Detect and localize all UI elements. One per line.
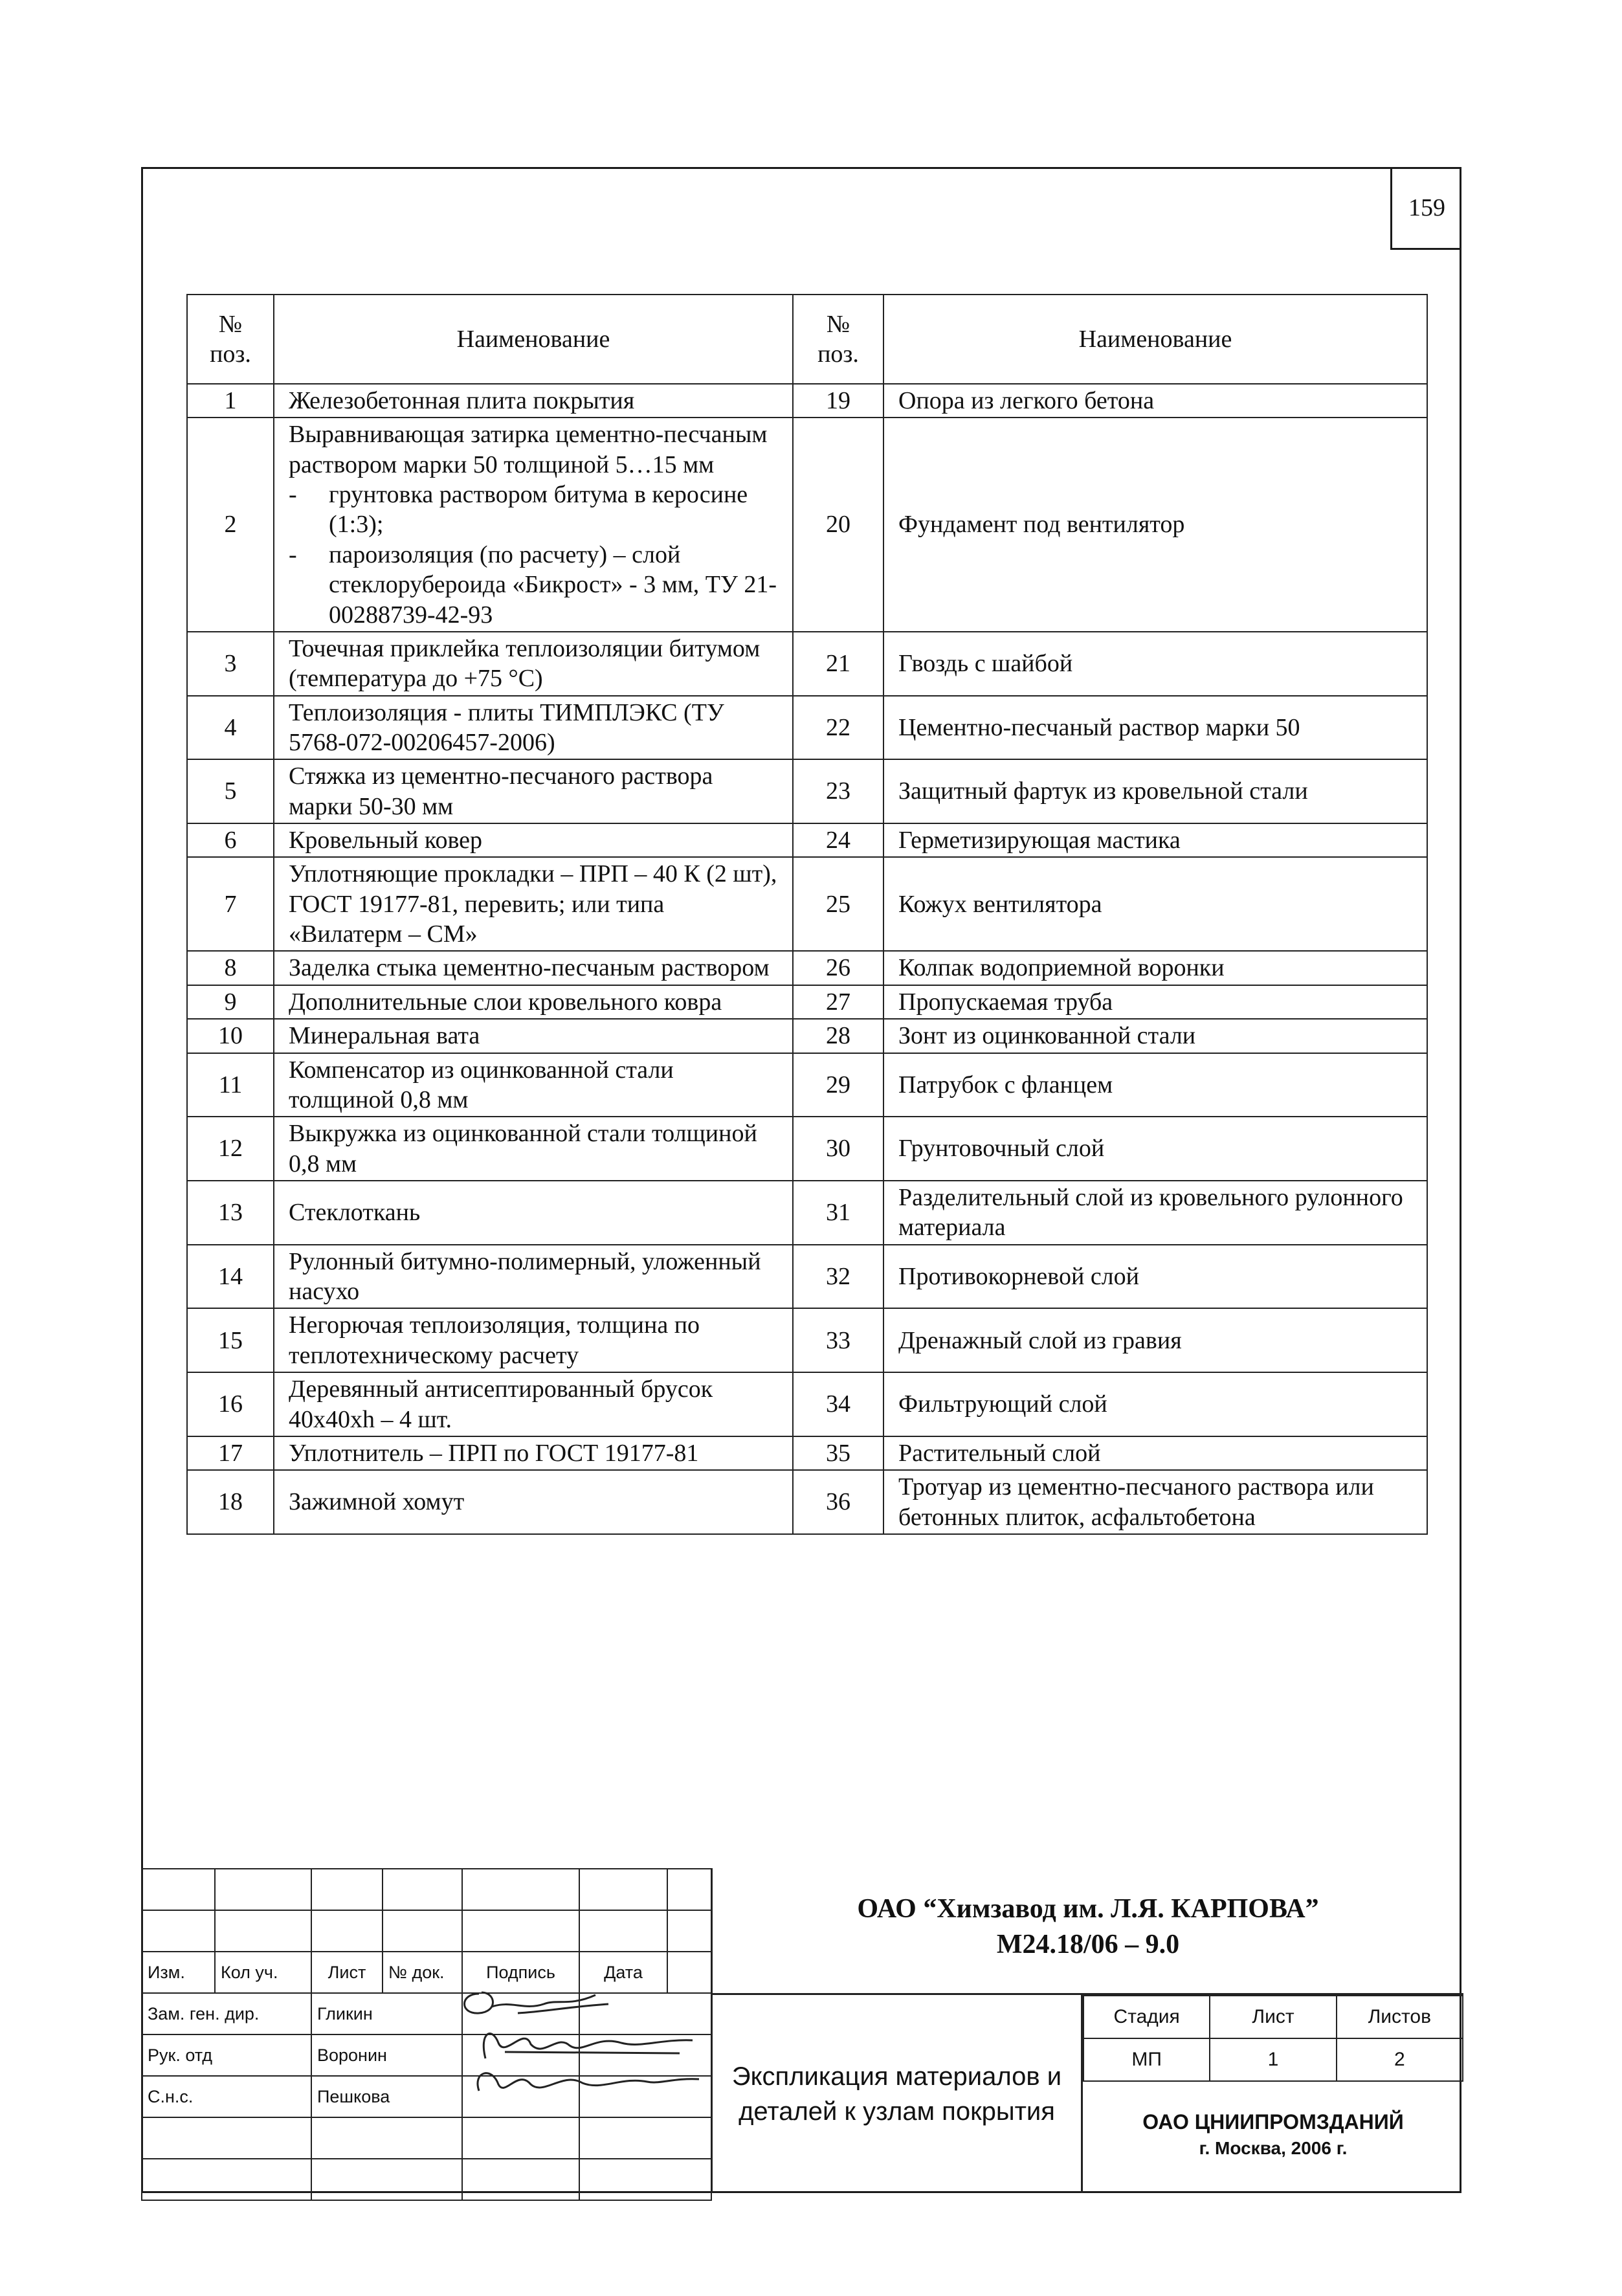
item-name — [274, 1053, 793, 1117]
sheets-label: Листов — [1337, 1996, 1463, 2038]
pos-number: 23 — [793, 759, 883, 823]
table-row — [187, 384, 1427, 418]
table-row — [187, 1470, 1427, 1534]
item-name — [274, 951, 793, 985]
item-name: Цементно-песчаный раствор марки 50 — [883, 696, 1427, 760]
item-text: Деревянный антисептированный брусок 40x40xh – 4 шт. — [289, 1376, 713, 1433]
revision-grid — [141, 1868, 712, 2201]
item-name: Опора из легкого бетона — [883, 384, 1427, 418]
item-text: Рулонный битумно-полимерный, уложенный насухо — [289, 1247, 761, 1306]
item-text: Выкружка из оцинкованной стали толщиной 0,8 мм — [289, 1120, 757, 1177]
pos-number: 15 — [187, 1308, 274, 1372]
city-year: г. Москва, 2006 г. — [1199, 2137, 1348, 2158]
pos-number: 20 — [793, 418, 883, 632]
pos-number: 16 — [187, 1372, 274, 1436]
item-text: Компенсатор из оцинкованной стали толщиной 0,8 мм — [289, 1056, 674, 1113]
item-name: Кожух вентилятора — [883, 857, 1427, 951]
table-row — [187, 1019, 1427, 1053]
table-row — [187, 759, 1427, 823]
item-name: Зонт из оцинкованной стали — [883, 1019, 1427, 1053]
item-text: Стяжка из цементно-песчаного раствора марки 50-30 мм — [289, 763, 713, 820]
table-row — [187, 823, 1427, 857]
table-row — [187, 1053, 1427, 1117]
item-text: Уплотнитель – ПРП по ГОСТ 19177-81 — [289, 1439, 699, 1467]
sub-list-item: - пароизоляция (по расчету) – слой стеклорубероида «Бикрост» - 3 мм, ТУ 21-00288739-42-93 — [289, 540, 778, 630]
header-name-1: Наименование — [274, 295, 793, 384]
pos-number: 30 — [793, 1117, 883, 1181]
pos-number: 27 — [793, 985, 883, 1019]
item-name — [274, 1245, 793, 1309]
pos-number: 18 — [187, 1470, 274, 1534]
pos-number: 5 — [187, 759, 274, 823]
stage-table — [1083, 1995, 1463, 2082]
pos-number: 28 — [793, 1019, 883, 1053]
institute — [1083, 2075, 1463, 2193]
item-text: Выравнивающая затирка цементно-песчаным раствором марки 50 толщиной 5…15 мм — [289, 421, 768, 478]
item-name: Фундамент под вентилятор — [883, 418, 1427, 632]
item-text: Уплотняющие прокладки – ПРП – 40 К (2 шт), ГОСТ 19177-81, перевить; или типа «Вилатерм – СМ» — [289, 860, 777, 948]
item-text: Железобетонная плита покрытия — [289, 387, 635, 414]
title-block-right — [711, 1868, 1461, 2193]
table-row — [187, 696, 1427, 760]
pos-number: 9 — [187, 985, 274, 1019]
pos-number: 8 — [187, 951, 274, 985]
item-text: Негорючая теплоизоляция, толщина по теплотехническому расчету — [289, 1311, 700, 1369]
pos-number: 3 — [187, 632, 274, 696]
name-3: Пешкова — [311, 2076, 462, 2117]
table-row — [187, 1117, 1427, 1181]
item-name: Патрубок с фланцем — [883, 1053, 1427, 1117]
item-name — [274, 823, 793, 857]
header-pos-1: № поз. — [187, 295, 274, 384]
stage-label: Стадия — [1083, 1996, 1210, 2038]
pos-number: 29 — [793, 1053, 883, 1117]
item-name: Колпак водоприемной воронки — [883, 951, 1427, 985]
sheets-value: 2 — [1337, 2038, 1463, 2081]
institute-name: ОАО ЦНИИПРОМЗДАНИЙ — [1142, 2110, 1404, 2134]
item-text: Кровельный ковер — [289, 827, 483, 854]
item-name — [274, 857, 793, 951]
item-name: Тротуар из цементно-песчаного раствора или бетонных плиток, асфальтобетона — [883, 1470, 1427, 1534]
pos-number: 14 — [187, 1245, 274, 1309]
pos-number: 13 — [187, 1181, 274, 1245]
sheet-value: 1 — [1210, 2038, 1336, 2081]
pos-number: 34 — [793, 1372, 883, 1436]
item-name — [274, 1470, 793, 1534]
item-name — [274, 1436, 793, 1470]
pos-number: 24 — [793, 823, 883, 857]
pos-number: 33 — [793, 1308, 883, 1372]
pos-number: 32 — [793, 1245, 883, 1309]
sub-list — [289, 480, 778, 630]
table-row — [187, 985, 1427, 1019]
pos-number: 1 — [187, 384, 274, 418]
stage-value: МП — [1083, 2038, 1210, 2081]
item-name: Дренажный слой из гравия — [883, 1308, 1427, 1372]
name-2: Воронин — [311, 2034, 462, 2076]
item-name — [274, 1019, 793, 1053]
item-name: Растительный слой — [883, 1436, 1427, 1470]
item-name: Пропускаемая труба — [883, 985, 1427, 1019]
header-pos-2: № поз. — [793, 295, 883, 384]
item-name: Разделительный слой из кровельного рулонного материала — [883, 1181, 1427, 1245]
table-row — [187, 1245, 1427, 1309]
col-data: Дата — [579, 1952, 667, 1993]
col-izm: Изм. — [142, 1952, 215, 1993]
pos-number: 10 — [187, 1019, 274, 1053]
col-podpis: Подпись — [462, 1952, 579, 1993]
doc-code: М24.18/06 – 9.0 — [996, 1929, 1180, 1959]
table-row — [187, 857, 1427, 951]
pos-number: 19 — [793, 384, 883, 418]
pos-number: 35 — [793, 1436, 883, 1470]
pos-number: 22 — [793, 696, 883, 760]
item-name: Грунтовочный слой — [883, 1117, 1427, 1181]
item-name — [274, 1181, 793, 1245]
item-text: Точечная приклейка теплоизоляции битумом (температура до +75 °С) — [289, 634, 761, 693]
pos-number: 17 — [187, 1436, 274, 1470]
item-text: Стеклоткань — [289, 1199, 421, 1227]
col-list: Лист — [311, 1952, 383, 1993]
pos-number: 11 — [187, 1053, 274, 1117]
table-row — [187, 632, 1427, 696]
table-row — [187, 951, 1427, 985]
item-name — [274, 1117, 793, 1181]
role-2: Рук. отд — [142, 2034, 311, 2076]
item-name: Противокорневой слой — [883, 1245, 1427, 1309]
role-3: С.н.с. — [142, 2076, 311, 2117]
table-row — [187, 1181, 1427, 1245]
item-text: Заделка стыка цементно-песчаным раствором — [289, 954, 770, 982]
col-kol: Кол уч. — [215, 1952, 311, 1993]
table-row — [187, 1372, 1427, 1436]
item-name — [274, 759, 793, 823]
item-name: Защитный фартук из кровельной стали — [883, 759, 1427, 823]
item-name — [274, 1372, 793, 1436]
document-title: Экспликация материалов и деталей к узлам покрытия — [713, 1995, 1083, 2193]
pos-number: 25 — [793, 857, 883, 951]
item-text: Дополнительные слои кровельного ковра — [289, 988, 722, 1016]
col-ndok: № док. — [383, 1952, 462, 1993]
item-name — [274, 985, 793, 1019]
item-name: Фильтрующий слой — [883, 1372, 1427, 1436]
sheet-label: Лист — [1210, 1996, 1336, 2038]
pos-number: 12 — [187, 1117, 274, 1181]
item-name — [274, 632, 793, 696]
item-name — [274, 384, 793, 418]
pos-number: 36 — [793, 1470, 883, 1534]
table-row — [187, 1308, 1427, 1372]
pos-number: 26 — [793, 951, 883, 985]
item-name: Герметизирующая мастика — [883, 823, 1427, 857]
sub-list-item: - грунтовка раствором битума в керосине (1:3); — [289, 480, 778, 540]
item-name — [274, 1308, 793, 1372]
role-1: Зам. ген. дир. — [142, 1993, 311, 2034]
name-1: Гликин — [311, 1993, 462, 2034]
pos-number: 21 — [793, 632, 883, 696]
organization-header — [713, 1868, 1463, 1995]
materials-table — [186, 294, 1428, 1535]
pos-number: 7 — [187, 857, 274, 951]
item-name — [274, 696, 793, 760]
table-row — [187, 1436, 1427, 1470]
item-name: Гвоздь с шайбой — [883, 632, 1427, 696]
item-text: Минеральная вата — [289, 1022, 480, 1050]
pos-number: 2 — [187, 418, 274, 632]
pos-number: 4 — [187, 696, 274, 760]
pos-number: 6 — [187, 823, 274, 857]
item-text: Теплоизоляция - плиты ТИМПЛЭКС (ТУ 5768-072-00206457-2006) — [289, 698, 724, 756]
org-name: ОАО “Химзавод им. Л.Я. КАРПОВА” — [857, 1894, 1319, 1924]
pos-number: 31 — [793, 1181, 883, 1245]
item-text: Зажимной хомут — [289, 1488, 465, 1516]
table-row — [187, 418, 1427, 632]
header-name-2: Наименование — [883, 295, 1427, 384]
page-number: 159 — [1390, 167, 1461, 250]
item-name — [274, 418, 793, 632]
